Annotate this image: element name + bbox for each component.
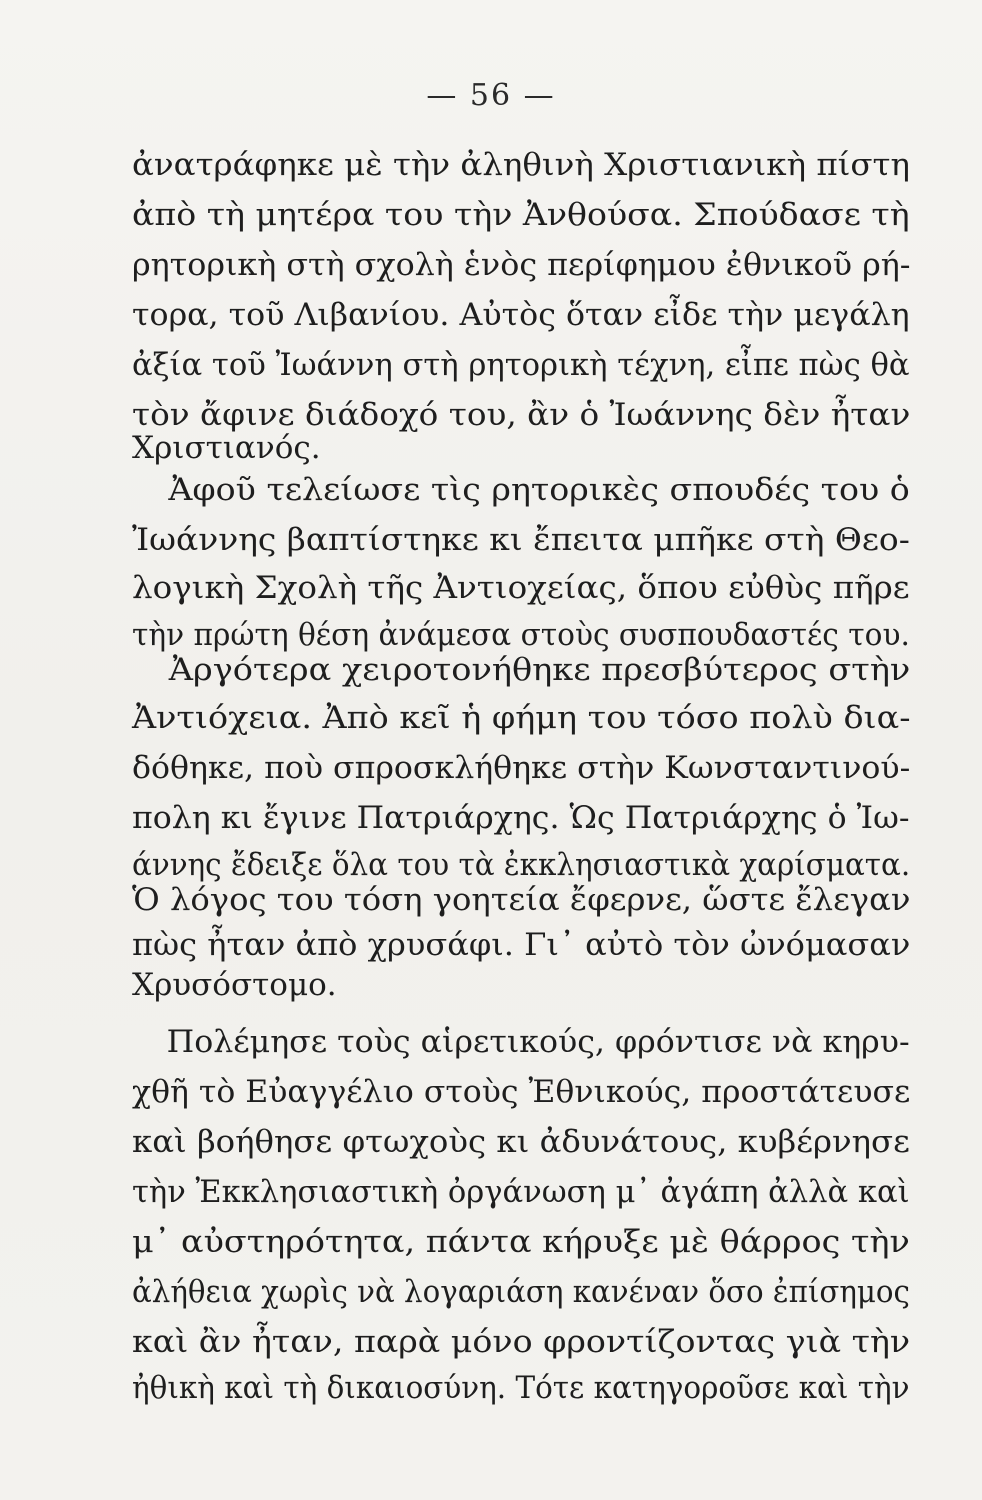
text-line: Ἀργότερα χειροτονήθηκε πρεσβύτερος στὴν — [168, 652, 911, 688]
text-line: άννης ἔδειξε ὅλα του τὰ ἐκκλησιαστικὰ χαρίσματα. — [132, 847, 911, 883]
text-line: Ἀντιόχεια. Ἀπὸ κεῖ ἡ φήμη του τόσο πολὺ δια- — [132, 700, 911, 736]
text-line: Ἰωάννης βαπτίστηκε κι ἔπειτα μπῆκε στὴ Θεο- — [132, 522, 910, 558]
text-line: μ᾿ αὐστηρότητα, πάντα κήρυξε μὲ θάρρος τὴν — [132, 1224, 910, 1260]
text-line: πὼς ἦταν ἀπὸ χρυσάφι. Γι᾿ αὐτὸ τὸν ὠνόμασαν — [132, 927, 911, 963]
text-line: καὶ ἂν ἦταν, παρὰ μόνο φροντίζοντας γιὰ τὴν — [132, 1324, 911, 1360]
text-line: πολη κι ἔγινε Πατριάρχης. Ὡς Πατριάρχης ὁ Ἰω- — [132, 800, 910, 836]
text-line: Πολέμησε τοὺς αἱρετικούς, φρόντισε νὰ κηρυ- — [166, 1024, 910, 1060]
text-line: Χρυσόστομο. — [132, 967, 337, 1003]
page-number: — 56 — — [426, 78, 556, 113]
text-line: χθῆ τὸ Εὐαγγέλιο στοὺς Ἐθνικούς, προστάτευσε — [132, 1074, 911, 1110]
text-line: Ὁ λόγος του τόση γοητεία ἔφερνε, ὥστε ἔλεγαν — [132, 882, 911, 918]
text-line: ρητορικὴ στὴ σχολὴ ἑνὸς περίφημου ἐθνικοῦ ρή- — [132, 247, 911, 283]
text-line: ἀπὸ τὴ μητέρα του τὴν Ἀνθούσα. Σπούδασε τὴ — [132, 197, 910, 233]
text-line: Ἀφοῦ τελείωσε τὶς ρητορικὲς σπουδές του ὁ — [168, 472, 910, 508]
text-line: καὶ βοήθησε φτωχοὺς κι ἀδυνάτους, κυβέρνησε — [132, 1124, 910, 1160]
text-line: ἀξία τοῦ Ἰωάννη στὴ ρητορικὴ τέχνη, εἶπε πὼς θὰ — [132, 347, 910, 383]
text-line: τὴν πρώτη θέση ἀνάμεσα στοὺς συσπουδαστές του. — [132, 617, 910, 653]
text-line: ἠθικὴ καὶ τὴ δικαιοσύνη. Τότε κατηγοροῦσε καὶ τὴν — [132, 1370, 910, 1406]
text-line: Χριστιανός. — [132, 430, 321, 466]
text-line: ἀνατράφηκε μὲ τὴν ἀληθινὴ Χριστιανικὴ πίστη — [132, 147, 910, 183]
text-line: ἀλήθεια χωρὶς νὰ λογαριάση κανέναν ὅσο ἐπίσημος — [132, 1274, 910, 1310]
text-line: δόθηκε, ποὺ σπροσκλήθηκε στὴν Κωνσταντινού- — [132, 750, 911, 786]
text-line: λογικὴ Σχολὴ τῆς Ἀντιοχείας, ὅπου εὐθὺς πῆρε — [132, 570, 910, 606]
text-line: τὸν ἄφινε διάδοχό του, ἂν ὁ Ἰωάννης δὲν ἦταν — [132, 397, 911, 433]
text-line: τὴν Ἐκκλησιαστικὴ ὀργάνωση μ᾿ ἀγάπη ἀλλὰ καὶ — [132, 1174, 910, 1210]
text-line: τορα, τοῦ Λιβανίου. Αὐτὸς ὅταν εἶδε τὴν μεγάλη — [132, 297, 910, 333]
